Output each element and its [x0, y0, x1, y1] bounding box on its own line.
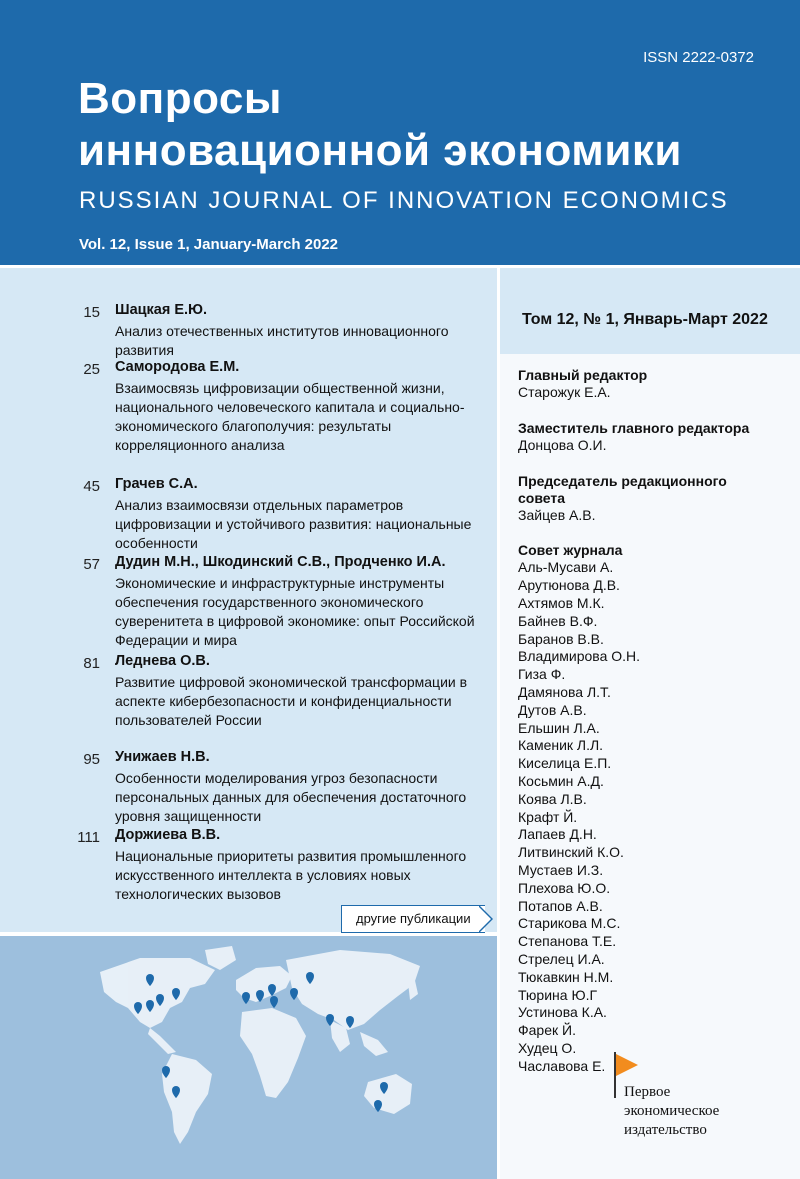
council-member: Стрелец И.А. — [518, 950, 605, 967]
article-title: Анализ взаимосвязи отдельных параметров цифровизации и устойчивого развития: национальные особенности — [115, 497, 472, 551]
journal-header — [0, 0, 800, 265]
article-authors: Дудин М.Н., Шкодинский С.В., Продченко И.А. — [115, 554, 446, 570]
council-member: Литвинский К.О. — [518, 844, 624, 861]
council-member: Баранов В.В. — [518, 630, 604, 647]
article-page: 25 — [83, 361, 100, 378]
council-member: Плехова Ю.О. — [518, 879, 611, 896]
article-title: Взаимосвязь цифровизации общественной жизни, национального человеческого капитала и социально-экономического благополучия: результаты корреляционного анализа — [115, 380, 465, 453]
council-member: Тюрина Ю.Г — [518, 986, 598, 1003]
council-member: Киселица Е.П. — [518, 755, 612, 772]
volume-english: Vol. 12, Issue 1, January-March 2022 — [79, 236, 339, 253]
more-arrow-inner — [478, 906, 491, 932]
article-title: Особенности моделирования угроз безопасности персональных данных для обеспечения достаточного уровня защищенности — [115, 770, 467, 824]
article-page: 95 — [83, 751, 100, 768]
board-chair-label-2: совета — [518, 489, 566, 506]
council-member: Коява Л.В. — [518, 790, 587, 807]
article-authors: Шацкая Е.Ю. — [115, 302, 208, 318]
journal-title-line2: инновационной экономики — [78, 126, 682, 175]
article-authors: Унижаев Н.В. — [115, 749, 210, 765]
council-member: Гиза Ф. — [518, 666, 566, 683]
article-page: 45 — [83, 478, 100, 495]
council-member: Косьмин А.Д. — [518, 772, 604, 789]
council-member: Аль-Мусави А. — [518, 559, 614, 576]
volume-russian: Том 12, № 1, Январь-Март 2022 — [522, 311, 768, 328]
council-member: Арутюнова Д.В. — [518, 577, 620, 594]
publisher-name — [624, 1083, 719, 1140]
council-member: Мустаев И.З. — [518, 861, 604, 878]
article-authors: Леднева О.В. — [115, 653, 210, 669]
article-title: Национальные приоритеты развития промышленного искусственного интеллекта в условиях новых технологических вызовов — [115, 848, 467, 902]
more-publications-button[interactable]: другие публикации — [341, 905, 485, 933]
council-member: Худец О. — [518, 1039, 577, 1056]
publisher-line2: экономическое — [624, 1103, 720, 1119]
article-authors: Доржиева В.В. — [115, 827, 221, 843]
council-member: Дутов А.В. — [518, 701, 587, 718]
council-member: Дамянова Л.Т. — [518, 683, 611, 700]
article-page: 81 — [83, 655, 100, 672]
article-page: 57 — [83, 556, 100, 573]
council-member: Каменик Л.Л. — [518, 737, 604, 754]
journal-title — [78, 73, 682, 177]
council-label: Совет журнала — [518, 542, 623, 559]
board-chair-label: Председатель редакционного — [518, 472, 727, 489]
table-of-contents — [0, 268, 497, 932]
council-member: Потапов А.В. — [518, 897, 603, 914]
council-member: Фарек Й. — [518, 1022, 576, 1039]
publisher-line3: издательство — [624, 1122, 707, 1138]
volume-russian-box — [500, 268, 800, 354]
world-map-panel — [0, 936, 497, 1179]
board-chair: Зайцев А.В. — [518, 506, 596, 523]
article-page: 15 — [83, 304, 100, 321]
council-member: Степанова Т.Е. — [518, 933, 617, 950]
publisher-line1: Первое — [624, 1084, 671, 1100]
council-member: Байнев В.Ф. — [518, 612, 598, 629]
journal-title-line1: Вопросы — [78, 74, 282, 123]
council-member: Лапаев Д.Н. — [518, 826, 597, 843]
council-member: Чаславова Е. — [518, 1057, 606, 1074]
article-title: Развитие цифровой экономической трансформации в аспекте кибербезопасности и конфиденциальности пользователей России — [115, 674, 468, 728]
council-member: Владимирова О.Н. — [518, 648, 641, 665]
council-member: Старикова М.С. — [518, 915, 621, 932]
journal-subtitle: RUSSIAN JOURNAL OF INNOVATION ECONOMICS — [79, 187, 729, 214]
deputy-editor-label: Заместитель главного редактора — [518, 419, 750, 436]
council-list — [518, 559, 778, 1075]
council-member: Ельшин Л.А. — [518, 719, 600, 736]
council-member: Ахтямов М.К. — [518, 594, 605, 611]
council-member: Тюкавкин Н.М. — [518, 968, 614, 985]
article-title: Экономические и инфраструктурные инструменты обеспечения государственного экономического суверенитета в цифровой экономике: опыт Российской Федерации и мира — [115, 575, 475, 648]
article-authors: Грачев С.А. — [115, 476, 198, 492]
council-member: Крафт Й. — [518, 808, 578, 825]
deputy-editor: Донцова О.И. — [518, 436, 607, 453]
editorial-board — [500, 354, 800, 1179]
world-map-icon — [0, 936, 497, 1179]
chief-editor: Старожук Е.А. — [518, 384, 611, 400]
council-member: Устинова К.А. — [518, 1004, 607, 1021]
article-page: 111 — [77, 829, 100, 846]
article-authors: Самородова Е.М. — [115, 359, 240, 375]
article-title: Анализ отечественных институтов инновационного развития — [115, 323, 449, 358]
chief-editor-label: Главный редактор — [518, 367, 648, 383]
issn: ISSN 2222-0372 — [643, 49, 754, 66]
